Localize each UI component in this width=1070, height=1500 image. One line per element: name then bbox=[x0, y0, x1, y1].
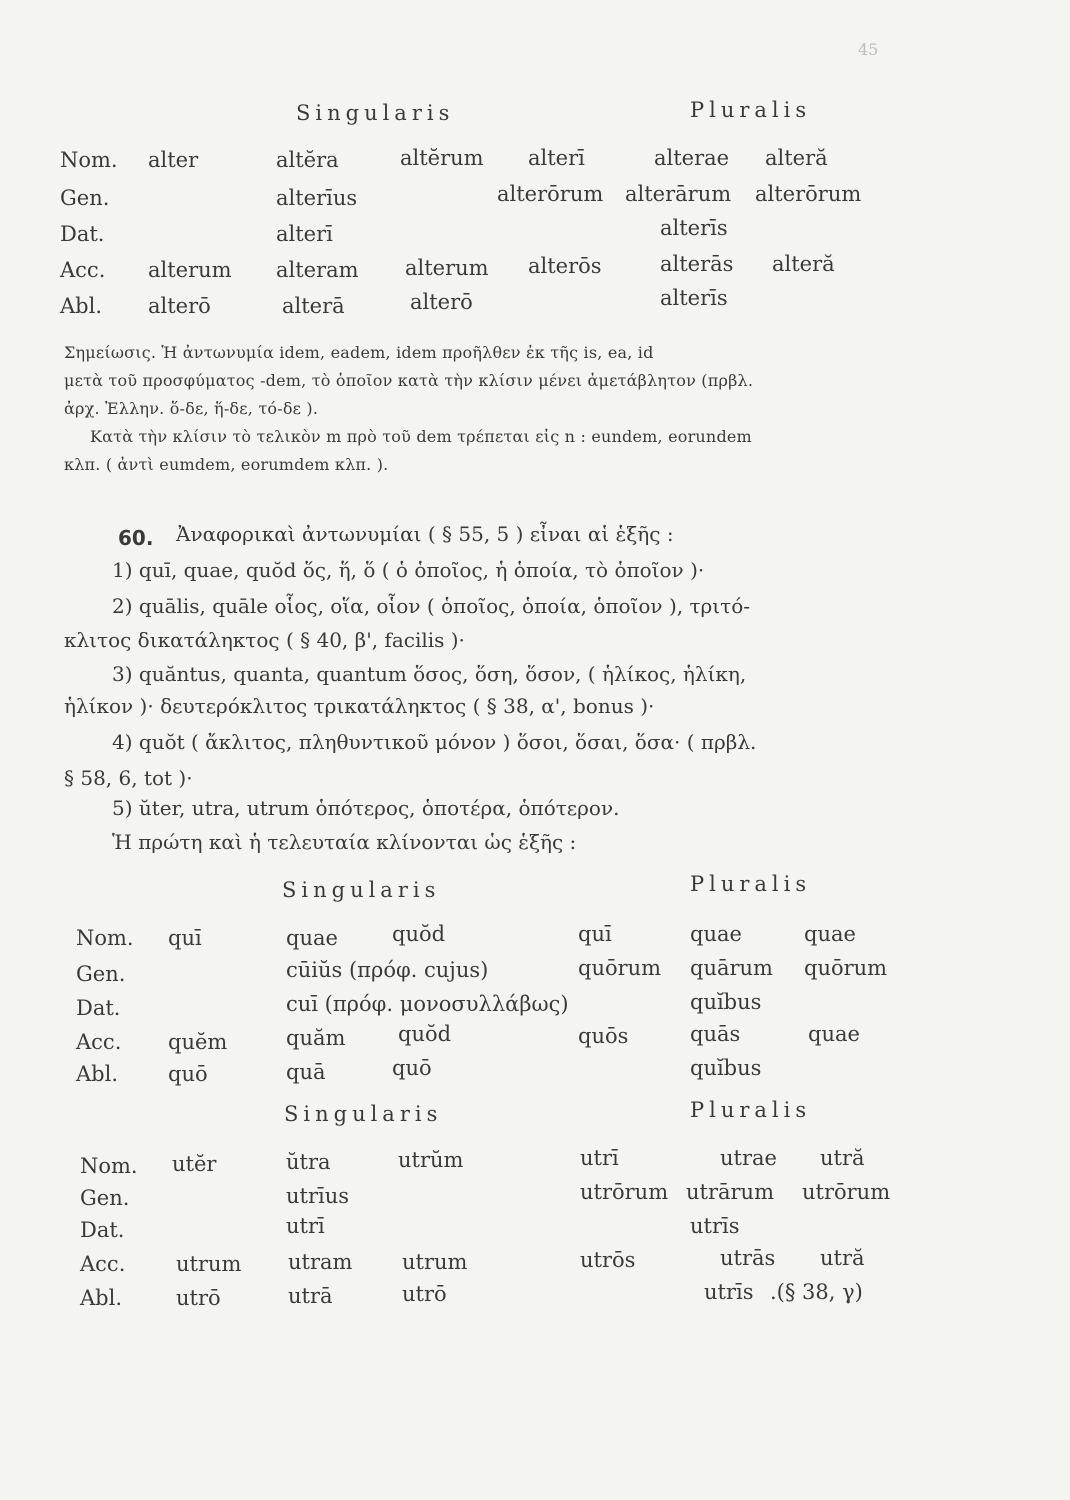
table-cell: utrōs bbox=[580, 1248, 636, 1272]
table-cell: utrōrum bbox=[802, 1180, 891, 1204]
table-cell: utĕr bbox=[172, 1152, 217, 1176]
table-cell: quae bbox=[804, 922, 856, 946]
section-line: 5) ŭter, utra, utrum ὁπότερος, ὁποτέρα, ὁπότερον. bbox=[112, 796, 620, 820]
page-number: 45 bbox=[858, 40, 879, 59]
case-label: Nom. bbox=[76, 926, 134, 950]
section-line: 3) quăntus, quanta, quantum ὅσος, ὅση, ὅσον, ( ἡλίκος, ἡλίκη, bbox=[112, 662, 747, 686]
case-label: Gen. bbox=[80, 1186, 130, 1210]
section-line: 1) quī, quae, quŏd ὅς, ἥ, ὅ ( ὁ ὁποῖος, ἡ ὁποία, τὸ ὁποῖον )· bbox=[112, 558, 705, 582]
table-cell: cuī (πρόφ. μονοσυλλάβως) bbox=[286, 992, 569, 1016]
plural-header: Pluralis bbox=[690, 98, 812, 122]
table-cell: quārum bbox=[690, 956, 773, 980]
section-line: Ἡ πρώτη καὶ ἡ τελευταία κλίνονται ὡς ἑξῆς : bbox=[112, 830, 577, 854]
table-cell: utrum bbox=[402, 1250, 468, 1274]
table-cell: quā bbox=[286, 1060, 326, 1084]
table-cell: alteră bbox=[772, 252, 835, 276]
table-cell: utrae bbox=[720, 1146, 777, 1170]
table-cell: quō bbox=[168, 1062, 208, 1086]
case-label: Acc. bbox=[76, 1030, 122, 1054]
table-cell: alterās bbox=[660, 252, 734, 276]
note-line: Σημείωσις. Ἡ ἀντωνυμία idem, eadem, idem προῆλθεν ἐκ τῆς is, ea, id bbox=[64, 343, 654, 362]
section-number: 60. bbox=[118, 526, 154, 550]
case-label: Abl. bbox=[60, 294, 102, 318]
table-cell: alteră bbox=[765, 146, 828, 170]
section-heading: Ἀναφορικαὶ ἀντωνυμίαι ( § 55, 5 ) εἶναι αἱ ἑξῆς : bbox=[176, 522, 674, 546]
table-cell: utrī bbox=[580, 1146, 619, 1170]
table-cell: quae bbox=[808, 1022, 860, 1046]
table-cell: alterae bbox=[654, 146, 730, 170]
case-label: Gen. bbox=[60, 186, 110, 210]
table-cell: quae bbox=[690, 922, 742, 946]
note-line: Κατὰ τὴν κλίσιν τὸ τελικὸν m πρὸ τοῦ dem τρέπεται εἰς n : eundem, eorundem bbox=[90, 427, 752, 446]
table-cell: utrīs bbox=[704, 1280, 754, 1304]
singular-header: Singularis bbox=[284, 1102, 443, 1126]
table-cell: alter bbox=[148, 148, 199, 172]
table-cell: utrī bbox=[286, 1214, 325, 1238]
table-cell: alterum bbox=[148, 258, 232, 282]
table-cell: quăm bbox=[286, 1026, 346, 1050]
table-cell: alterōs bbox=[528, 254, 602, 278]
table-cell: quōrum bbox=[804, 956, 888, 980]
table-cell: quĕm bbox=[168, 1030, 228, 1054]
section-line: § 58, 6, tot )· bbox=[64, 766, 193, 790]
singular-header: Singularis bbox=[296, 101, 455, 125]
table-cell: alterārum bbox=[625, 182, 732, 206]
table-cell: alterōrum bbox=[497, 182, 604, 206]
table-cell: utram bbox=[288, 1250, 353, 1274]
table-cell: utrōrum bbox=[580, 1180, 669, 1204]
case-label: Dat. bbox=[80, 1218, 125, 1242]
table-cell: utrīs bbox=[690, 1214, 740, 1238]
table-cell: alterō bbox=[410, 290, 473, 314]
table-cell: utrŭm bbox=[398, 1148, 464, 1172]
table-cell: utrīus bbox=[286, 1184, 350, 1208]
table-cell: alterī bbox=[276, 222, 333, 246]
table-cell: alterīus bbox=[276, 186, 358, 210]
table-cell: utrō bbox=[176, 1286, 221, 1310]
section-reference: .(§ 38, γ) bbox=[770, 1280, 863, 1304]
case-label: Acc. bbox=[80, 1252, 126, 1276]
case-label: Nom. bbox=[80, 1154, 138, 1178]
section-line: κλιτος δικατάληκτος ( § 40, β', facilis )· bbox=[64, 628, 465, 652]
table-cell: quae bbox=[286, 926, 338, 950]
note-line: ἀρχ. Ἑλλην. ὅ-δε, ἥ-δε, τό-δε ). bbox=[64, 399, 319, 418]
case-label: Abl. bbox=[80, 1286, 122, 1310]
table-cell: quī bbox=[168, 926, 202, 950]
table-cell: utrum bbox=[176, 1252, 242, 1276]
table-cell: quās bbox=[690, 1022, 741, 1046]
table-cell: utrā bbox=[288, 1284, 333, 1308]
table-cell: alterīs bbox=[660, 216, 728, 240]
section-line: 4) quŏt ( ἄκλιτος, πληθυντικοῦ μόνον ) ὅσοι, ὅσαι, ὅσα· ( πρβλ. bbox=[112, 730, 757, 754]
singular-header: Singularis bbox=[282, 878, 441, 902]
case-label: Gen. bbox=[76, 962, 126, 986]
table-cell: quŏd bbox=[392, 922, 446, 946]
table-cell: quōrum bbox=[578, 956, 662, 980]
table-cell: alterōrum bbox=[755, 182, 862, 206]
table-cell: alterī bbox=[528, 146, 585, 170]
table-cell: utră bbox=[820, 1146, 865, 1170]
table-cell: utră bbox=[820, 1246, 865, 1270]
case-label: Abl. bbox=[76, 1062, 118, 1086]
table-cell: quō bbox=[392, 1056, 432, 1080]
case-label: Dat. bbox=[76, 996, 121, 1020]
table-cell: alterīs bbox=[660, 286, 728, 310]
table-cell: quĭbus bbox=[690, 990, 762, 1014]
plural-header: Pluralis bbox=[690, 1098, 812, 1122]
table-cell: altĕrum bbox=[400, 146, 484, 170]
table-cell: quī bbox=[578, 922, 612, 946]
table-cell: utrās bbox=[720, 1246, 776, 1270]
plural-header: Pluralis bbox=[690, 872, 812, 896]
table-cell: quŏd bbox=[398, 1022, 452, 1046]
table-cell: alteram bbox=[276, 258, 359, 282]
case-label: Nom. bbox=[60, 148, 118, 172]
case-label: Dat. bbox=[60, 222, 105, 246]
table-cell: alterō bbox=[148, 294, 211, 318]
table-cell: utrō bbox=[402, 1282, 447, 1306]
table-cell: quĭbus bbox=[690, 1056, 762, 1080]
section-line: 2) quālis, quāle οἷος, οἵα, οἷον ( ὁποῖος, ὁποία, ὁποῖον ), τριτό- bbox=[112, 594, 750, 618]
table-cell: ŭtra bbox=[286, 1150, 331, 1174]
case-label: Acc. bbox=[60, 258, 106, 282]
table-cell: cūiŭs (πρόφ. cujus) bbox=[286, 958, 489, 982]
table-cell: altĕra bbox=[276, 148, 339, 172]
table-cell: alterum bbox=[405, 256, 489, 280]
table-cell: quōs bbox=[578, 1024, 629, 1048]
note-line: μετὰ τοῦ προσφύματος -dem, τὸ ὁποῖον κατὰ τὴν κλίσιν μένει ἀμετάβλητον (πρβλ. bbox=[64, 371, 754, 390]
section-line: ἡλίκον )· δευτερόκλιτος τρικατάληκτος ( § 38, α', bonus )· bbox=[64, 694, 655, 718]
table-cell: utrārum bbox=[686, 1180, 774, 1204]
table-cell: alterā bbox=[282, 294, 345, 318]
note-line: κλπ. ( ἀντὶ eumdem, eorumdem κλπ. ). bbox=[64, 455, 389, 474]
